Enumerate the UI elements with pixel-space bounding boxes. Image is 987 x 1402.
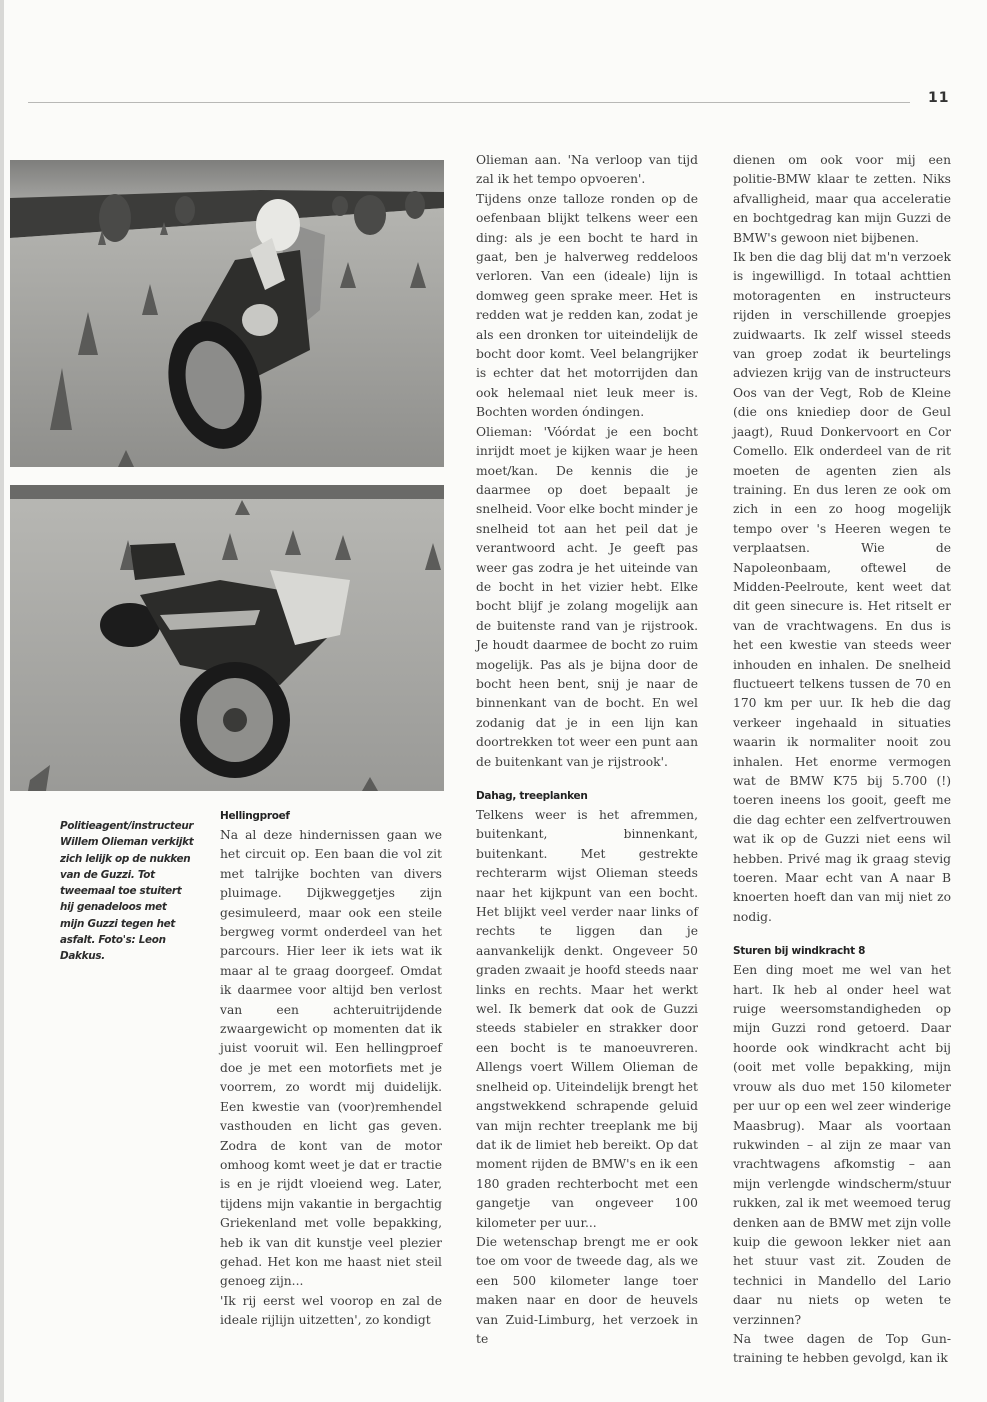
paragraph: Na twee dagen de Top Gun-training te hebben gevolgd, kan ik <box>733 1331 951 1366</box>
photo-motorcycle-cornering <box>10 160 444 467</box>
paragraph: Telkens weer is het afremmen, buitenkant, binnenkant, buitenkant. Met gestrekte rechterarm wijst Olieman steeds naar het kijkpunt van een bocht. Het blijkt veel verder naar links of rechts te liggen dan je aanvankelijk denkt. Ongeveer 50 graden zwaait je hoofd steeds naar links en rechts. Maar het werkt wel. Ik bemerk dat ook de Guzzi steeds stabieler en strakker door een bocht is te manoeuvreren. Allengs voert Willem Olieman de snelheid op. Uiteindelijk brengt het angstwekkend schrapende geluid van mijn rechter treeplank me bij dat ik de limiet heb bereikt. Op dat moment rijden de BMW's en ik een 180 graden rechterbocht met een gangetje van ongeveer 100 kilometer per uur... <box>476 808 698 1230</box>
section-heading-sturen-bij-windkracht: Sturen bij windkracht 8 <box>733 945 866 958</box>
photo-fallen-motorcycle <box>10 485 444 791</box>
paragraph: Na al deze hindernissen gaan we het circuit op. Een baan die vol zit met talrijke bochten van divers pluimage. Dijkweggetjes zijn gesimuleerd, maar ook een steile bergweg vormt onderdeel van het parcours. Hier leer ik iets wat ik maar al te graag doorgeef. Omdat ik daarmee voor altijd ben verlost van een achteruitrijdende zwaargewicht op momenten dat ik juist vooruit wil. Een hellingproef doe je met een motorfiets met je voorrem, zo wordt mij duidelijk. Een kwestie van (voor)remhendel vasthouden en licht gas geven. Zodra de kont van de motor omhoog komt weet je dat er tractie is en je rijdt vloeiend weg. Later, tijdens mijn vakantie in bergachtig Griekenland met volle bepakking, heb ik van dit kunstje veel plezier gehad. Het kon me haast niet steil genoeg zijn... <box>220 828 442 1289</box>
article-column-2 <box>476 151 698 1349</box>
header-rule <box>28 102 910 103</box>
paragraph: Olieman: 'Vóórdat je een bocht inrijdt moet je kijken waar je heen moet/kan. De kennis die je daarmee op doet bepaalt je snelheid. Voor elke bocht minder je snelheid tot aan het peil dat je verantwoord acht. Je geeft pas weer gas zodra je het uiteinde van de bocht in het vizier hebt. Elke bocht blijf je zolang mogelijk aan de buitenste rand van je rijstrook. Je houdt daarmee de bocht zo ruim mogelijk. Pas als je bijna door de bocht heen bent, snij je naar de binnenkant van de bocht. En wel zodanig dat je in een lijn kan doortrekken tot weer een punt aan de buitenkant van je rijstrook'. <box>476 424 698 769</box>
photo-cornering-image <box>10 160 444 467</box>
photo-caption: Politieagent/instructeur Willem Olieman verkijkt zich lelijk op de nukken van de Guzzi. Tot tweemaal toe stuitert hij genadeloos met mijn Guzzi tegen het asfalt. Foto's: Leon Dakkus. <box>60 820 194 963</box>
paragraph: Olieman aan. 'Na verloop van tijd zal ik het tempo opvoeren'. <box>476 153 698 187</box>
page-edge <box>0 0 4 1402</box>
paragraph: Die wetenschap brengt me er ook toe om voor de tweede dag, als we een 500 kilometer lange toer maken naar en door de heuvels van Zuid-Limburg, het verzoek in te <box>476 1234 698 1346</box>
paragraph: Tijdens onze talloze ronden op de oefenbaan blijkt telkens weer een ding: als je een bocht te hard in gaat, ben je halverweg reddeloos verloren. Van een (ideale) lijn is domweg geen sprake meer. Het is redden wat je redden kan, zodat je als een dronken tor uiteindelijk de bocht door komt. Veel belangrijker is echter dat het motorrijden dan ook helemaal niet leuk meer is. Bochten worden óndingen. <box>476 191 698 420</box>
section-heading-hellingproef: Hellingproef <box>220 810 290 822</box>
article-column-3 <box>733 151 951 1369</box>
photo-fallen-image <box>10 485 444 791</box>
paragraph: Een ding moet me wel van het hart. Ik heb al onder heel wat ruige weersomstandigheden op mijn Guzzi rond getoerd. Daar hoorde ook windkracht acht bij (ooit met volle bepakking, mijn vrouw als duo met 150 kilometer per uur op een wel zeer winderige Maasbrug). Maar als voortaan rukwinden – al zijn ze maar van vrachtwagens afkomstig – aan mijn verlengde windscherm/stuur rukken, zal ik met weemoed terug denken aan de BMW met zijn volle kuip die gewoon lekker niet aan het stuur vast zit. Zouden de technici in Mandello del Lario daar nu niets op weten te verzinnen? <box>733 963 951 1327</box>
page-number: 11 <box>928 90 950 106</box>
section-heading-dahag-treeplanken: Dahag, treeplanken <box>476 790 588 802</box>
paragraph: dienen om ook voor mij een politie-BMW klaar te zetten. Niks afvalligheid, maar qua acceleratie en bochtgedrag kan mijn Guzzi de BMW's gewoon niet bijbenen. <box>733 153 951 245</box>
article-column-1 <box>220 808 442 1331</box>
horizon <box>10 485 444 499</box>
paragraph: 'Ik rij eerst wel voorop en zal de ideale rijlijn uitzetten', zo kondigt <box>220 1293 442 1328</box>
paragraph: Ik ben die dag blij dat m'n verzoek is ingewilligd. In totaal achttien motoragenten en instructeurs rijden in verschillende groepjes zuidwaarts. Ik zelf wissel steeds van groep zodat ik beurtelings adviezen krijg van de instructeurs Oos van der Vegt, Rob de Kleine (die ons kniediep door de Geul jaagt), Ruud Donkervoort en Cor Comello. Elk onderdeel van de rit moeten de agenten zien als training. En dus leren ze ook om zich in een zo hoog mogelijk tempo over 's Heeren wegen te verplaatsen. Wie de Napoleonbaam, oftewel de Midden-Peelroute, kent weet dat dit geen sinecure is. Het ritselt er van de vrachtwagens. En dus is het een kwestie van steeds weer inhouden en inhalen. De snelheid fluctueert telkens tussen de 70 en 170 km per uur. Ik heb die dag verkeer ingehaald in situaties waarin ik normaliter nooit zou inhalen. Het enorme vermogen wat de BMW K75 bij 5.700 (!) toeren ineens los gooit, geeft me die dag echter een zelfvertrouwen wat ik op de Guzzi niet eens wil hebben. Privé mag ik graag stevig toeren. Maar echt van A naar B knoerten hoeft dan van mij niet zo nodig. <box>733 250 951 924</box>
